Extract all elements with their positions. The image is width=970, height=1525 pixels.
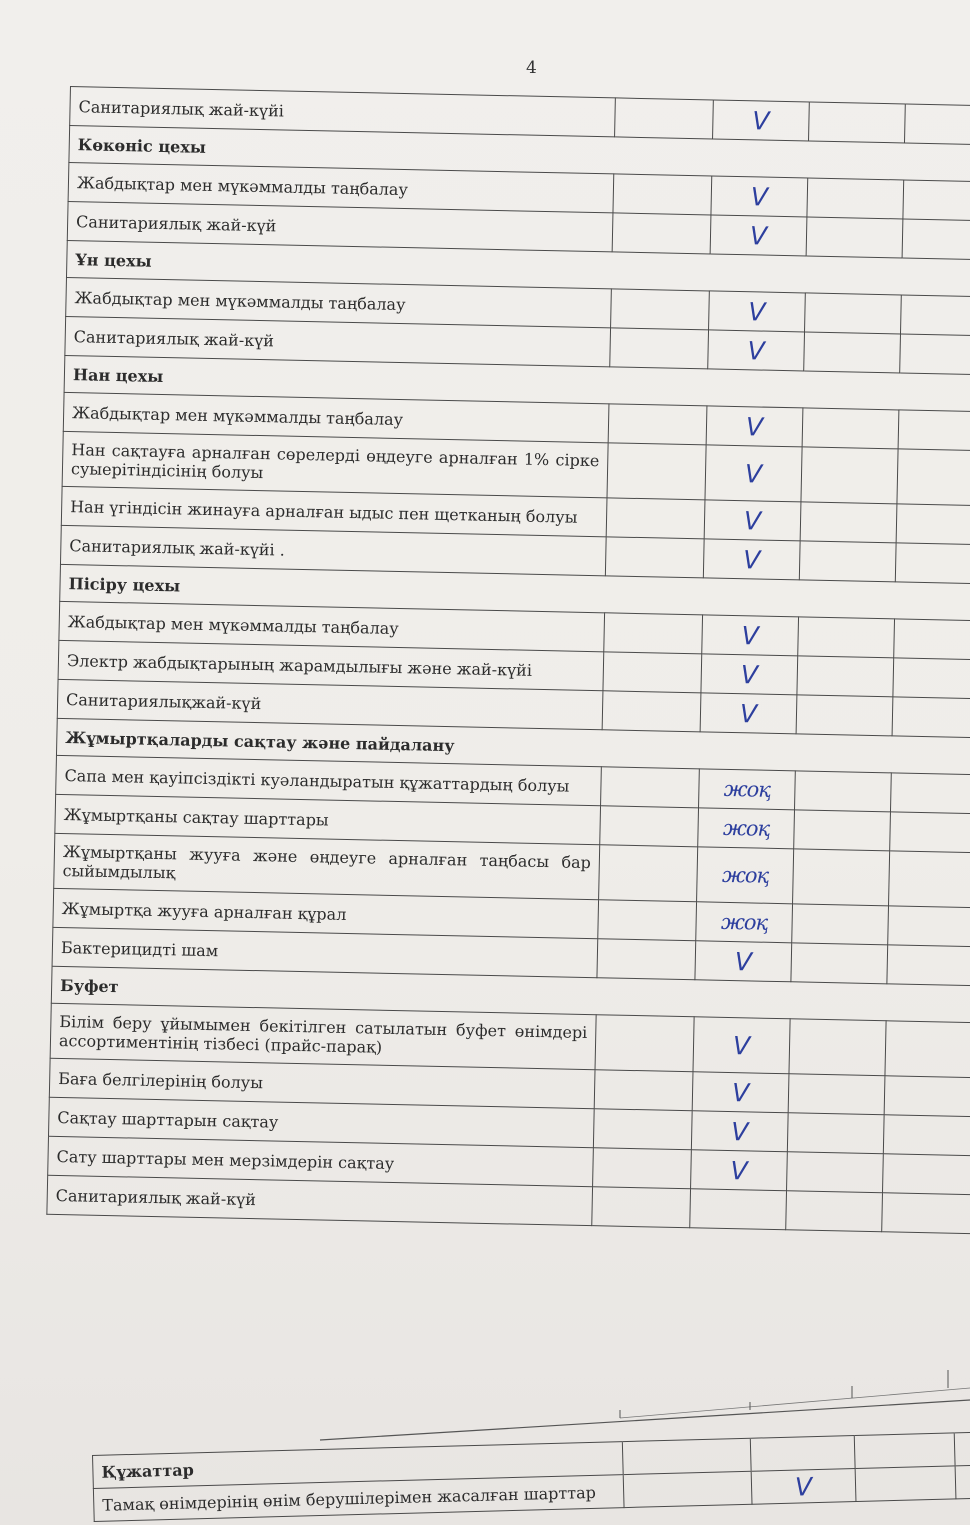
section-title: Пісіру цехы — [60, 564, 970, 621]
checklist-item-text: Сақтау шарттарын сақтау — [48, 1097, 594, 1147]
answer-cell — [884, 1076, 970, 1118]
handwritten-answer: жоқ — [699, 769, 796, 810]
answer-cell — [592, 1187, 691, 1228]
answer-cell — [892, 697, 970, 739]
answer-cell — [897, 449, 970, 507]
checklist-item-text: Тамақ өнімдерінің өнім берушілерімен жасалған шарттар — [93, 1475, 624, 1522]
check-mark: V — [693, 1017, 790, 1074]
answer-cell — [900, 334, 970, 376]
checklist-item-text: Санитариялық жай-күй — [65, 316, 611, 366]
checklist-item-text: Санитариялық жай-күйі — [70, 87, 616, 137]
section-title: Нан цехы — [64, 355, 970, 412]
checklist-item-text: Санитариялық жай-күй — [67, 201, 613, 251]
answer-cell — [613, 174, 712, 215]
answer-cell — [598, 900, 697, 941]
checklist-item-text: Жабдықтар мен мүкәммалды таңбалау — [63, 392, 609, 442]
answer-cell — [801, 447, 898, 504]
answer-cell — [855, 1466, 956, 1502]
answer-cell — [793, 849, 890, 906]
answer-cell — [606, 498, 705, 539]
answer-cell — [593, 1109, 692, 1150]
section-title: Буфет — [51, 966, 970, 1023]
checklist-item-text: Нан сақтауға арналған сөрелерді өңдеуге арналған 1% сірке суыерітіндісінің болуы — [62, 431, 608, 497]
answer-cell — [903, 180, 970, 222]
answer-cell — [607, 443, 706, 500]
answer-cell — [792, 904, 889, 945]
answer-cell — [890, 812, 970, 854]
answer-cell — [601, 767, 700, 808]
check-mark: V — [703, 539, 800, 580]
checklist-item-text: Жұмыртқаны сақтау шарттары — [55, 794, 601, 844]
answer-cell — [597, 939, 696, 980]
answer-cell — [789, 1019, 886, 1076]
answer-cell — [593, 1148, 692, 1189]
check-mark: V — [700, 693, 797, 734]
checklist-item-text: Баға белгілерінің болуы — [49, 1058, 595, 1108]
section-title: Жұмыртқаларды сақтау және пайдалану — [56, 718, 970, 775]
answer-cell — [809, 102, 906, 143]
checklist-item-text: Электр жабдықтарының жарамдылығы және жай-күйі — [58, 640, 604, 690]
checklist-item-text: Санитариялық жай-күй — [47, 1175, 593, 1225]
checklist-item-text: Сапа мен қауіпсіздікті куәландыратын құжаттардың болуы — [56, 755, 602, 805]
answer-cell — [804, 332, 901, 373]
check-mark: V — [709, 291, 806, 332]
answer-cell — [788, 1074, 885, 1115]
section-title: Құжаттар — [93, 1442, 624, 1489]
answer-cell — [806, 217, 903, 258]
answer-cell — [888, 906, 970, 948]
check-mark: V — [713, 100, 810, 141]
answer-cell — [605, 537, 704, 578]
check-mark: V — [704, 500, 801, 541]
section-title: Ұн цехы — [66, 240, 970, 297]
checklist-item-text: Сату шарттары мен мерзімдерін сақтау — [48, 1136, 594, 1186]
answer-cell — [807, 178, 904, 219]
check-mark: V — [701, 654, 798, 695]
answer-cell — [895, 543, 970, 585]
answer-cell — [787, 1152, 884, 1193]
check-mark: V — [711, 176, 808, 217]
check-mark: V — [695, 941, 792, 982]
answer-cell — [623, 1471, 752, 1507]
answer-cell — [796, 695, 893, 736]
answer-cell — [883, 1115, 970, 1157]
answer-cell — [594, 1070, 693, 1111]
answer-cell — [604, 613, 703, 654]
answer-cell — [904, 104, 970, 146]
answer-cell — [794, 810, 891, 851]
checklist-item-text: Жабдықтар мен мүкәммалды таңбалау — [66, 277, 612, 327]
check-mark: V — [691, 1150, 788, 1191]
page-number: 4 — [526, 58, 537, 78]
answer-cell — [610, 328, 709, 369]
answer-cell — [802, 408, 899, 449]
answer-cell — [799, 541, 896, 582]
answer-cell — [800, 502, 897, 543]
check-mark: V — [702, 615, 799, 656]
checklist-item-text: Жабдықтар мен мүкәммалды таңбалау — [68, 162, 614, 212]
answer-cell — [805, 293, 902, 334]
check-mark: V — [708, 330, 805, 371]
checklist-item-text: Нан үгіндісін жинауға арналған ыдыс пен щетканың болуы — [61, 486, 607, 536]
answer-cell — [955, 1464, 970, 1499]
answer-cell — [595, 1015, 694, 1072]
checklist-body — [47, 87, 970, 1235]
handwritten-answer: жоқ — [697, 847, 794, 904]
checklist-item-text: Санитариялықжай-күй — [57, 679, 603, 729]
checklist-item-text: Білім беру ұйымымен бекітілген сатылатын буфет өнімдері ассортиментінің тізбесі (прайс-парақ) — [50, 1003, 596, 1069]
answer-cell — [611, 289, 710, 330]
answer-cell — [603, 652, 702, 693]
answer-cell — [791, 943, 888, 984]
answer-cell — [896, 504, 970, 546]
check-mark: V — [710, 215, 807, 256]
checklist-item-text: Жабдықтар мен мүкәммалды таңбалау — [59, 601, 605, 651]
answer-cell — [900, 295, 970, 337]
answer-cell — [902, 219, 970, 261]
answer-cell — [890, 773, 970, 815]
answer-cell — [885, 1021, 970, 1079]
answer-cell — [898, 410, 970, 452]
check-mark: V — [751, 1469, 856, 1505]
answer-cell — [893, 658, 970, 700]
checklist-item-text: Бактерицидті шам — [52, 927, 598, 977]
section-title: Көкөніс цехы — [69, 126, 970, 183]
check-mark: V — [692, 1072, 789, 1113]
answer-cell — [887, 945, 970, 987]
answer-cell — [612, 213, 711, 254]
answer-cell — [798, 617, 895, 658]
checklist-item-text: Санитариялық жай-күйі . — [60, 525, 606, 575]
answer-cell — [894, 619, 970, 661]
checklist-item-text: Жұмыртқа жууға арналған құрал — [53, 888, 599, 938]
inspection-checklist-table — [46, 86, 970, 1235]
answer-cell — [599, 845, 698, 902]
check-mark: V — [691, 1111, 788, 1152]
check-mark: V — [706, 406, 803, 447]
answer-cell — [797, 656, 894, 697]
answer-cell — [795, 771, 892, 812]
answer-cell — [600, 806, 699, 847]
answer-cell — [615, 98, 714, 139]
answer-cell — [889, 851, 970, 909]
handwritten-answer: жоқ — [696, 902, 793, 943]
answer-cell — [882, 1193, 970, 1235]
answer-cell — [608, 404, 707, 445]
handwritten-answer: жоқ — [698, 808, 795, 849]
answer-cell — [602, 691, 701, 732]
checklist-item-text: Жұмыртқаны жууға және өңдеуге арналған таңбасы бар сыйымдылық — [54, 833, 600, 899]
check-mark — [690, 1189, 787, 1230]
answer-cell — [787, 1113, 884, 1154]
answer-cell — [786, 1191, 883, 1232]
answer-cell — [883, 1154, 970, 1196]
check-mark: V — [705, 445, 802, 502]
